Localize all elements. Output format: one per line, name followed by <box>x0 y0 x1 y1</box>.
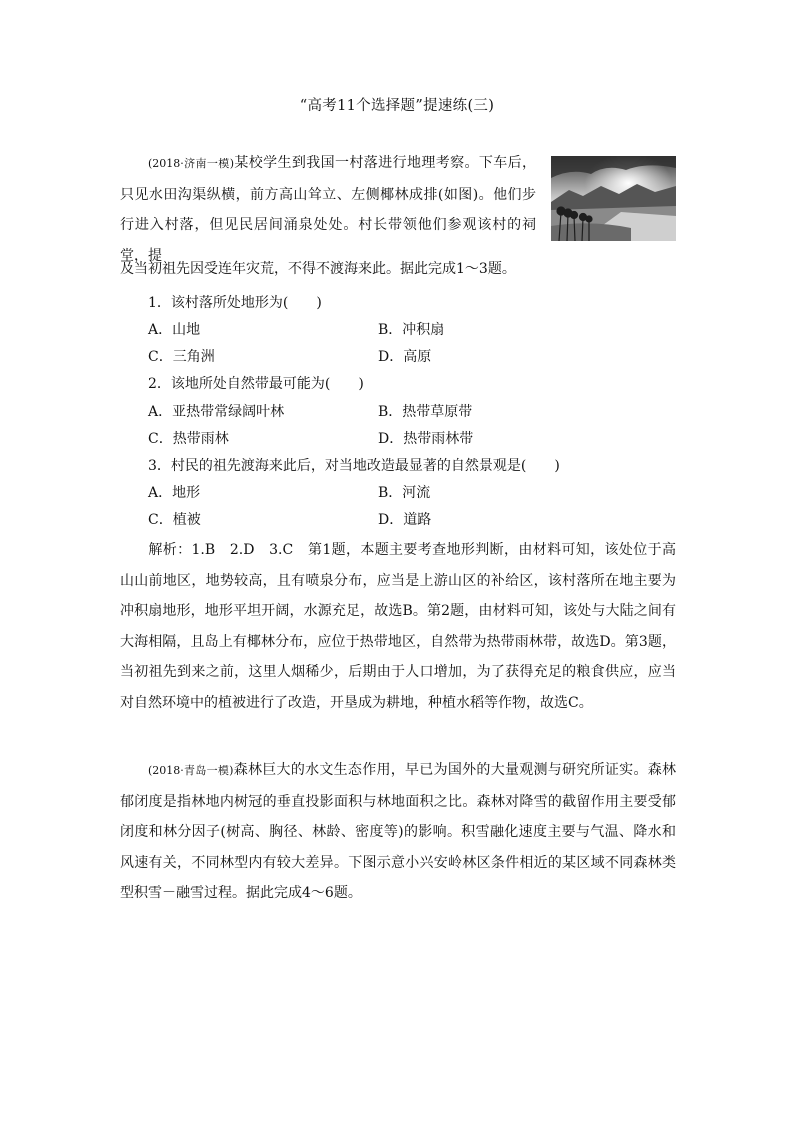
intro-text-2: 森林巨大的水文生态作用，早已为国外的大量观测与研究所证实。森林郁闭度是指林地内树冠的垂直投影面积与林地面积之比。森林对降雪的截留作用主要受郁闭度和林分因子(树高、胸径、林龄、密度等)的影响。积雪融化速度主要与气温、降水和风速有关，不同林型内有较大差异。下图示意小兴安岭林区条件相近的某区域不同森林类型积雪－融雪过程。据此完成4～6题。 <box>120 762 676 902</box>
question-stem-3: 3．村民的祖先渡海来此后，对当地改造最显著的自然景观是( ) <box>148 458 560 474</box>
question-stem-1: 1．该村落所处地形为( ) <box>148 295 322 311</box>
option-1b: B．冲积扇 <box>378 322 445 338</box>
option-1a: A．山地 <box>148 322 201 338</box>
village-landscape-photo <box>551 156 676 241</box>
analysis-paragraph <box>120 535 676 719</box>
intro-paragraph-1-tail: 及当初祖先因受连年灾荒，不得不渡海来此。据此完成1～3题。 <box>120 261 516 277</box>
source-tag: (2018·济南一模) <box>148 157 234 170</box>
question-stem-2: 2．该地所处自然带最可能为( ) <box>148 376 364 392</box>
option-2b: B．热带草原带 <box>378 404 473 420</box>
intro-paragraph-2 <box>120 755 676 909</box>
option-3b: B．河流 <box>378 485 431 501</box>
option-1d: D．高原 <box>378 349 432 365</box>
option-2d: D．热带雨林带 <box>378 431 474 447</box>
option-3a: A．地形 <box>148 485 201 501</box>
intro-paragraph-1 <box>120 148 536 271</box>
source-tag-2: (2018·青岛一模) <box>148 764 234 777</box>
option-2a: A．亚热带常绿阔叶林 <box>148 404 285 420</box>
option-2c: C．热带雨林 <box>148 431 229 447</box>
option-1c: C．三角洲 <box>148 349 215 365</box>
page-title: “高考11个选择题”提速练(三) <box>299 98 495 114</box>
option-3c: C．植被 <box>148 512 201 528</box>
option-3d: D．道路 <box>378 512 432 528</box>
intro-text: 某校学生到我国一村落进行地理考察。下车后，只见水田沟渠纵横，前方高山耸立、左侧椰林成排(如图)。他们步行进入村落，但见民居间涌泉处处。村长带领他们参观该村的祠堂，提 <box>120 155 536 264</box>
analysis-text: 解析：1.B 2.D 3.C 第1题，本题主要考查地形判断，由材料可知，该处位于高山山前地区，地势较高，且有喷泉分布，应当是上游山区的补给区，该村落所在地主要为冲积扇地形，地形平坦开阔，水源充足，故选B。第2题，由材料可知，该处与大陆之间有大海相隔，且岛上有椰林分布，应位于热带地区，自然带为热带雨林带，故选D。第3题，当初祖先到来之前，这里人烟稀少，后期由于人口增加，为了获得充足的粮食供应，应当对自然环境中的植被进行了改造，开垦成为耕地，种植水稻等作物，故选C。 <box>120 542 676 711</box>
